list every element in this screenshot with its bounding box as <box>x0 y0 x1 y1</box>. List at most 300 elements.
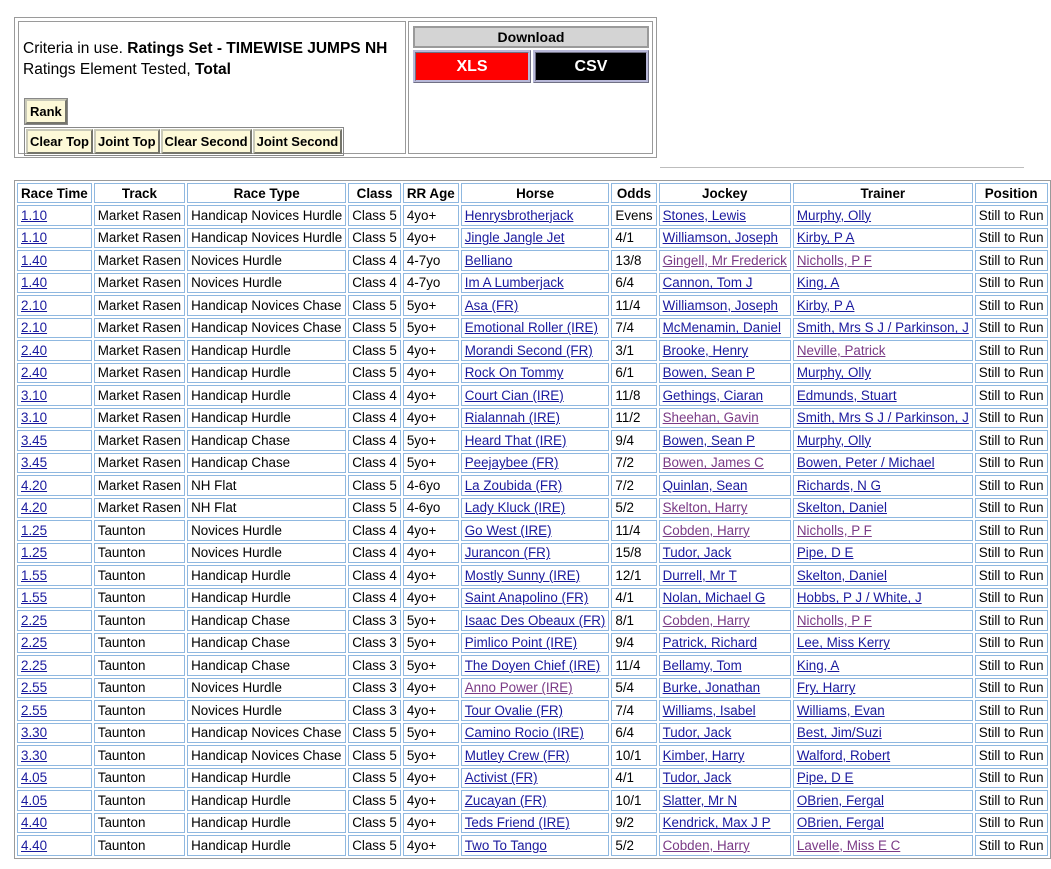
rr-age-cell: 4yo+ <box>403 543 459 564</box>
race-type-cell: Handicap Hurdle <box>187 340 346 361</box>
track-cell: Market Rasen <box>94 318 185 339</box>
race-time-link[interactable]: 2.10 <box>21 297 48 313</box>
horse-link[interactable]: Mostly Sunny (IRE) <box>464 567 581 583</box>
trainer-cell <box>793 318 973 339</box>
trainer-link[interactable]: Hobbs, P J / White, J <box>796 590 922 606</box>
jockey-cell <box>659 655 791 676</box>
position-cell: Still to Run <box>975 318 1048 339</box>
track-cell: Taunton <box>94 520 185 541</box>
trainer-link[interactable]: Best, Jim/Suzi <box>796 725 882 741</box>
race-time-link[interactable]: 4.40 <box>21 815 48 831</box>
odds-cell: 4/1 <box>611 768 656 789</box>
position-cell: Still to Run <box>975 790 1048 811</box>
jockey-link[interactable]: Williamson, Joseph <box>662 297 778 313</box>
race-time-link[interactable]: 1.10 <box>21 207 48 223</box>
jockey-cell <box>659 363 791 384</box>
table-row <box>17 723 1048 744</box>
jockey-cell <box>659 273 791 294</box>
trainer-cell <box>793 475 973 496</box>
race-time-link[interactable]: 3.10 <box>21 387 48 403</box>
horse-link[interactable]: Teds Friend (IRE) <box>464 815 570 831</box>
race-time-link[interactable]: 2.10 <box>21 320 48 336</box>
horse-link[interactable]: Zucayan (FR) <box>464 792 547 808</box>
class-cell: Class 5 <box>348 228 401 249</box>
race-time-link[interactable]: 1.25 <box>21 545 48 561</box>
race-time-link[interactable]: 2.25 <box>21 612 48 628</box>
race-time-cell <box>17 768 92 789</box>
race-time-link[interactable]: 3.10 <box>21 410 48 426</box>
horse-link[interactable]: Isaac Des Obeaux (FR) <box>464 612 606 628</box>
track-cell: Taunton <box>94 700 185 721</box>
trainer-link[interactable]: Murphy, Olly <box>796 432 872 448</box>
race-time-cell <box>17 520 92 541</box>
race-time-cell <box>17 498 92 519</box>
horse-cell <box>461 588 610 609</box>
joint-top-button[interactable]: Joint Top <box>94 129 160 154</box>
odds-cell: 4/1 <box>611 228 656 249</box>
horse-link[interactable]: Henrysbrotherjack <box>464 207 574 223</box>
class-cell: Class 4 <box>348 520 401 541</box>
horse-link[interactable]: Mutley Crew (FR) <box>464 747 570 763</box>
trainer-cell <box>793 228 973 249</box>
jockey-link[interactable]: Stones, Lewis <box>662 207 746 223</box>
race-time-link[interactable]: 4.05 <box>21 770 48 786</box>
clear-second-button[interactable]: Clear Second <box>161 129 252 154</box>
trainer-link[interactable]: Edmunds, Stuart <box>796 387 897 403</box>
trainer-link[interactable]: OBrien, Fergal <box>796 792 884 808</box>
jockey-link[interactable]: Kendrick, Max J P <box>662 815 771 831</box>
jockey-cell <box>659 565 791 586</box>
race-time-cell <box>17 835 92 856</box>
race-time-link[interactable]: 3.30 <box>21 725 48 741</box>
horse-link[interactable]: Activist (FR) <box>464 770 538 786</box>
track-cell: Taunton <box>94 678 185 699</box>
rr-age-cell: 4-6yo <box>403 498 459 519</box>
criteria-panel <box>14 17 657 158</box>
class-cell: Class 5 <box>348 723 401 744</box>
trainer-cell <box>793 408 973 429</box>
horse-cell <box>461 835 610 856</box>
jockey-link[interactable]: Gingell, Mr Frederick <box>662 252 787 268</box>
jockey-cell <box>659 790 791 811</box>
jockey-cell <box>659 723 791 744</box>
jockey-cell <box>659 498 791 519</box>
jockey-link[interactable]: Slatter, Mr N <box>662 792 738 808</box>
rr-age-cell: 5yo+ <box>403 295 459 316</box>
race-time-link[interactable]: 3.45 <box>21 432 48 448</box>
race-time-link[interactable]: 2.55 <box>21 702 48 718</box>
header-horse: Horse <box>461 183 610 203</box>
table-row <box>17 475 1048 496</box>
horse-cell <box>461 273 610 294</box>
rr-age-cell: 4yo+ <box>403 768 459 789</box>
trainer-cell <box>793 430 973 451</box>
position-cell: Still to Run <box>975 205 1048 226</box>
jockey-cell <box>659 430 791 451</box>
horse-cell <box>461 520 610 541</box>
position-cell: Still to Run <box>975 363 1048 384</box>
class-cell: Class 4 <box>348 430 401 451</box>
jockey-link[interactable]: Brooke, Henry <box>662 342 749 358</box>
jockey-link[interactable]: Durrell, Mr T <box>662 567 737 583</box>
class-cell: Class 4 <box>348 408 401 429</box>
table-row <box>17 790 1048 811</box>
trainer-link[interactable]: Lee, Miss Kerry <box>796 635 890 651</box>
trainer-link[interactable]: Skelton, Daniel <box>796 567 887 583</box>
horse-cell <box>461 228 610 249</box>
race-time-cell <box>17 633 92 654</box>
trainer-link[interactable]: Kirby, P A <box>796 297 855 313</box>
race-type-cell: NH Flat <box>187 498 346 519</box>
rr-age-cell: 4yo+ <box>403 205 459 226</box>
trainer-link[interactable]: Pipe, D E <box>796 545 854 561</box>
class-cell: Class 5 <box>348 295 401 316</box>
odds-cell: 5/2 <box>611 498 656 519</box>
horse-cell <box>461 723 610 744</box>
class-cell: Class 5 <box>348 498 401 519</box>
class-cell: Class 4 <box>348 453 401 474</box>
race-time-link[interactable]: 1.25 <box>21 522 48 538</box>
race-time-cell <box>17 228 92 249</box>
race-type-cell: Handicap Hurdle <box>187 813 346 834</box>
horse-link[interactable]: Belliano <box>464 252 513 268</box>
jockey-cell <box>659 588 791 609</box>
trainer-link[interactable]: Nicholls, P F <box>796 252 872 268</box>
horse-link[interactable]: Peejaybee (FR) <box>464 455 559 471</box>
horse-link[interactable]: Morandi Second (FR) <box>464 342 593 358</box>
race-type-cell: Novices Hurdle <box>187 273 346 294</box>
clear-top-button[interactable]: Clear Top <box>26 129 93 154</box>
rr-age-cell: 4yo+ <box>403 700 459 721</box>
track-cell: Market Rasen <box>94 340 185 361</box>
jockey-cell <box>659 700 791 721</box>
jockey-link[interactable]: Cannon, Tom J <box>662 275 753 291</box>
race-time-link[interactable]: 3.45 <box>21 455 48 471</box>
trainer-link[interactable]: Fry, Harry <box>796 680 856 696</box>
rr-age-cell: 4-6yo <box>403 475 459 496</box>
download-box <box>408 21 653 154</box>
race-type-cell: Handicap Chase <box>187 610 346 631</box>
class-cell: Class 5 <box>348 205 401 226</box>
position-cell: Still to Run <box>975 835 1048 856</box>
horse-link[interactable]: Rialannah (IRE) <box>464 410 560 426</box>
horse-link[interactable]: Camino Rocio (IRE) <box>464 725 584 741</box>
odds-cell: 4/1 <box>611 588 656 609</box>
track-cell: Taunton <box>94 633 185 654</box>
trainer-link[interactable]: Murphy, Olly <box>796 365 872 381</box>
table-row <box>17 813 1048 834</box>
header-rr-age: RR Age <box>403 183 459 203</box>
race-type-cell: Handicap Novices Chase <box>187 723 346 744</box>
race-time-link[interactable]: 2.40 <box>21 342 48 358</box>
jockey-cell <box>659 633 791 654</box>
horse-link[interactable]: Pimlico Point (IRE) <box>464 635 578 651</box>
jockey-link[interactable]: Williams, Isabel <box>662 702 756 718</box>
race-type-cell: Handicap Chase <box>187 633 346 654</box>
race-time-link[interactable]: 2.55 <box>21 680 48 696</box>
horse-link[interactable]: Rock On Tommy <box>464 365 564 381</box>
race-time-cell <box>17 453 92 474</box>
race-type-cell: Handicap Hurdle <box>187 768 346 789</box>
race-time-link[interactable]: 4.40 <box>21 837 48 853</box>
table-row <box>17 273 1048 294</box>
position-cell: Still to Run <box>975 430 1048 451</box>
trainer-link[interactable]: Lavelle, Miss E C <box>796 837 901 853</box>
odds-cell: 6/4 <box>611 723 656 744</box>
race-time-link[interactable]: 2.40 <box>21 365 48 381</box>
trainer-cell <box>793 520 973 541</box>
jockey-link[interactable]: Quinlan, Sean <box>662 477 748 493</box>
header-race-time: Race Time <box>17 183 92 203</box>
trainer-link[interactable]: Murphy, Olly <box>796 207 872 223</box>
rr-age-cell: 5yo+ <box>403 610 459 631</box>
jockey-link[interactable]: Tudor, Jack <box>662 545 732 561</box>
horse-cell <box>461 565 610 586</box>
jockey-link[interactable]: Bowen, Sean P <box>662 432 755 448</box>
jockey-cell <box>659 813 791 834</box>
jockey-link[interactable]: Bowen, James C <box>662 455 764 471</box>
horse-cell <box>461 430 610 451</box>
odds-cell: 9/4 <box>611 430 656 451</box>
horse-cell <box>461 475 610 496</box>
download-csv-button[interactable]: CSV <box>533 50 649 83</box>
odds-cell: 11/8 <box>611 385 656 406</box>
horse-link[interactable]: La Zoubida (FR) <box>464 477 563 493</box>
class-cell: Class 4 <box>348 543 401 564</box>
table-row <box>17 408 1048 429</box>
table-row <box>17 228 1048 249</box>
class-cell: Class 5 <box>348 475 401 496</box>
class-cell: Class 5 <box>348 363 401 384</box>
trainer-link[interactable]: Pipe, D E <box>796 770 854 786</box>
jockey-link[interactable]: Bowen, Sean P <box>662 365 755 381</box>
race-type-cell: Novices Hurdle <box>187 700 346 721</box>
trainer-link[interactable]: Bowen, Peter / Michael <box>796 455 935 471</box>
race-type-cell: Handicap Hurdle <box>187 385 346 406</box>
jockey-cell <box>659 228 791 249</box>
rr-age-cell: 5yo+ <box>403 318 459 339</box>
trainer-cell <box>793 273 973 294</box>
odds-cell: 10/1 <box>611 790 656 811</box>
jockey-link[interactable]: Nolan, Michael G <box>662 590 766 606</box>
criteria-line-element <box>23 61 231 79</box>
jockey-link[interactable]: Skelton, Harry <box>662 500 748 516</box>
trainer-link[interactable]: OBrien, Fergal <box>796 815 884 831</box>
track-cell: Market Rasen <box>94 430 185 451</box>
race-type-cell: Handicap Hurdle <box>187 835 346 856</box>
odds-cell: Evens <box>611 205 656 226</box>
horse-link[interactable]: Saint Anapolino (FR) <box>464 590 589 606</box>
track-cell: Market Rasen <box>94 453 185 474</box>
race-time-cell <box>17 655 92 676</box>
race-type-cell: Handicap Novices Chase <box>187 318 346 339</box>
jockey-link[interactable]: Cobden, Harry <box>662 612 750 628</box>
horse-cell <box>461 295 610 316</box>
table-row <box>17 205 1048 226</box>
table-row <box>17 318 1048 339</box>
rank-button[interactable]: Rank <box>25 99 67 124</box>
race-time-link[interactable]: 4.20 <box>21 477 48 493</box>
horse-link[interactable]: Jingle Jangle Jet <box>464 230 565 246</box>
horse-link[interactable]: Emotional Roller (IRE) <box>464 320 598 336</box>
race-type-cell: Handicap Hurdle <box>187 588 346 609</box>
trainer-cell <box>793 835 973 856</box>
position-cell: Still to Run <box>975 273 1048 294</box>
filter-button-row <box>24 127 344 156</box>
horse-link[interactable]: Go West (IRE) <box>464 522 552 538</box>
horse-cell <box>461 340 610 361</box>
track-cell: Taunton <box>94 543 185 564</box>
trainer-cell <box>793 768 973 789</box>
race-type-cell: Novices Hurdle <box>187 678 346 699</box>
horse-cell <box>461 250 610 271</box>
race-time-cell <box>17 385 92 406</box>
rr-age-cell: 4yo+ <box>403 678 459 699</box>
trainer-link[interactable]: Kirby, P A <box>796 230 855 246</box>
track-cell: Market Rasen <box>94 475 185 496</box>
jockey-link[interactable]: Kimber, Harry <box>662 747 745 763</box>
trainer-cell <box>793 723 973 744</box>
race-time-link[interactable]: 1.55 <box>21 567 48 583</box>
position-cell: Still to Run <box>975 498 1048 519</box>
criteria-line-ratings-set <box>23 40 387 58</box>
table-row <box>17 385 1048 406</box>
class-cell: Class 5 <box>348 813 401 834</box>
odds-cell: 11/2 <box>611 408 656 429</box>
track-cell: Taunton <box>94 610 185 631</box>
race-time-link[interactable]: 1.55 <box>21 590 48 606</box>
download-xls-button[interactable]: XLS <box>413 50 531 83</box>
trainer-link[interactable]: Neville, Patrick <box>796 342 886 358</box>
horse-cell <box>461 813 610 834</box>
race-time-link[interactable]: 4.20 <box>21 500 48 516</box>
position-cell: Still to Run <box>975 745 1048 766</box>
jockey-link[interactable]: Bellamy, Tom <box>662 657 742 673</box>
race-type-cell: Novices Hurdle <box>187 250 346 271</box>
trainer-link[interactable]: Skelton, Daniel <box>796 500 887 516</box>
horse-cell <box>461 633 610 654</box>
element-value: Total <box>195 61 231 78</box>
trainer-link[interactable]: Walford, Robert <box>796 747 891 763</box>
jockey-link[interactable]: Gethings, Ciaran <box>662 387 764 403</box>
jockey-link[interactable]: Burke, Jonathan <box>662 680 761 696</box>
position-cell: Still to Run <box>975 475 1048 496</box>
horse-cell <box>461 453 610 474</box>
trainer-link[interactable]: Smith, Mrs S J / Parkinson, J <box>796 410 969 426</box>
race-time-link[interactable]: 3.30 <box>21 747 48 763</box>
class-cell: Class 4 <box>348 273 401 294</box>
table-body <box>17 205 1048 856</box>
jockey-link[interactable]: Cobden, Harry <box>662 522 750 538</box>
header-jockey: Jockey <box>659 183 791 203</box>
jockey-link[interactable]: Cobden, Harry <box>662 837 750 853</box>
trainer-link[interactable]: Smith, Mrs S J / Parkinson, J <box>796 320 969 336</box>
jockey-link[interactable]: Williamson, Joseph <box>662 230 778 246</box>
trainer-cell <box>793 700 973 721</box>
race-time-link[interactable]: 4.05 <box>21 792 48 808</box>
horse-link[interactable]: The Doyen Chief (IRE) <box>464 657 601 673</box>
horse-cell <box>461 655 610 676</box>
race-time-link[interactable]: 1.10 <box>21 230 48 246</box>
track-cell: Taunton <box>94 835 185 856</box>
race-time-cell <box>17 340 92 361</box>
track-cell: Taunton <box>94 813 185 834</box>
horse-link[interactable]: Im A Lumberjack <box>464 275 564 291</box>
position-cell: Still to Run <box>975 633 1048 654</box>
table-row <box>17 453 1048 474</box>
trainer-link[interactable]: King, A <box>796 275 840 291</box>
race-time-link[interactable]: 1.40 <box>21 275 48 291</box>
class-cell: Class 5 <box>348 790 401 811</box>
horse-link[interactable]: Tour Ovalie (FR) <box>464 702 563 718</box>
race-time-cell <box>17 273 92 294</box>
position-cell: Still to Run <box>975 588 1048 609</box>
race-type-cell: Handicap Hurdle <box>187 408 346 429</box>
trainer-link[interactable]: Williams, Evan <box>796 702 885 718</box>
position-cell: Still to Run <box>975 655 1048 676</box>
class-cell: Class 4 <box>348 588 401 609</box>
odds-cell: 6/4 <box>611 273 656 294</box>
jockey-link[interactable]: Tudor, Jack <box>662 770 732 786</box>
horse-cell <box>461 790 610 811</box>
horse-cell <box>461 745 610 766</box>
jockey-link[interactable]: Patrick, Richard <box>662 635 758 651</box>
race-time-cell <box>17 363 92 384</box>
horse-link[interactable]: Asa (FR) <box>464 297 519 313</box>
trainer-link[interactable]: Richards, N G <box>796 477 881 493</box>
jockey-link[interactable]: Sheehan, Gavin <box>662 410 759 426</box>
race-type-cell: Novices Hurdle <box>187 543 346 564</box>
race-time-link[interactable]: 2.25 <box>21 657 48 673</box>
position-cell: Still to Run <box>975 543 1048 564</box>
track-cell: Market Rasen <box>94 273 185 294</box>
track-cell: Taunton <box>94 655 185 676</box>
header-position: Position <box>975 183 1048 203</box>
race-time-link[interactable]: 1.40 <box>21 252 48 268</box>
trainer-link[interactable]: Nicholls, P F <box>796 612 872 628</box>
odds-cell: 7/2 <box>611 475 656 496</box>
horse-link[interactable]: Court Cian (IRE) <box>464 387 564 403</box>
table-row <box>17 340 1048 361</box>
horse-link[interactable]: Heard That (IRE) <box>464 432 567 448</box>
jockey-cell <box>659 250 791 271</box>
horse-cell <box>461 678 610 699</box>
position-cell: Still to Run <box>975 768 1048 789</box>
race-type-cell: NH Flat <box>187 475 346 496</box>
jockey-cell <box>659 205 791 226</box>
trainer-link[interactable]: Nicholls, P F <box>796 522 872 538</box>
horse-link[interactable]: Anno Power (IRE) <box>464 680 573 696</box>
race-time-cell <box>17 543 92 564</box>
race-time-link[interactable]: 2.25 <box>21 635 48 651</box>
horse-link[interactable]: Jurancon (FR) <box>464 545 551 561</box>
horse-link[interactable]: Lady Kluck (IRE) <box>464 500 566 516</box>
odds-cell: 7/2 <box>611 453 656 474</box>
table-row <box>17 700 1048 721</box>
jockey-link[interactable]: McMenamin, Daniel <box>662 320 781 336</box>
race-time-cell <box>17 723 92 744</box>
table-row <box>17 633 1048 654</box>
jockey-link[interactable]: Tudor, Jack <box>662 725 732 741</box>
horse-cell <box>461 385 610 406</box>
horse-link[interactable]: Two To Tango <box>464 837 547 853</box>
table-header-row <box>17 183 1048 203</box>
odds-cell: 7/4 <box>611 700 656 721</box>
horse-cell <box>461 498 610 519</box>
joint-second-button[interactable]: Joint Second <box>253 129 343 154</box>
trainer-link[interactable]: King, A <box>796 657 840 673</box>
table-row <box>17 430 1048 451</box>
